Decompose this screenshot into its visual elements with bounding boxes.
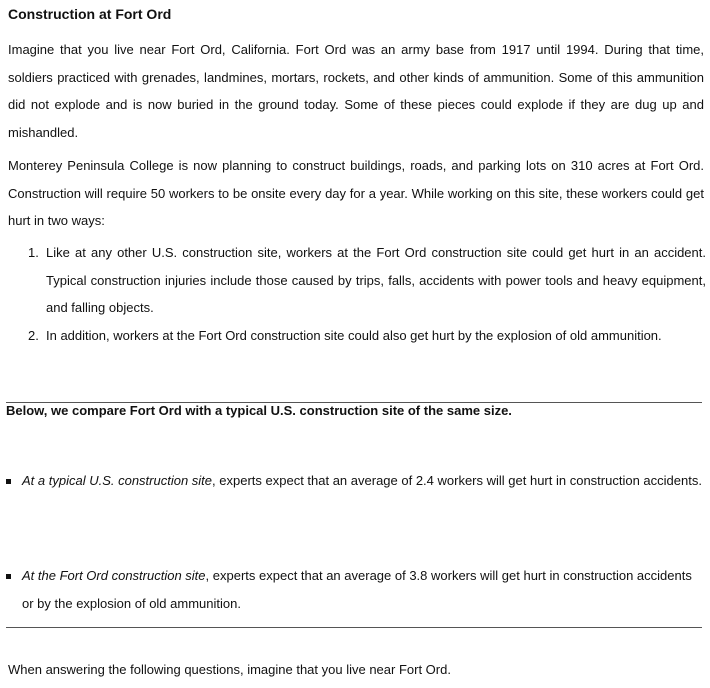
bullet-rest: , experts expect that an average of 2.4 workers will get hurt in construction accidents.	[212, 473, 702, 488]
typical-site-bullet	[22, 467, 706, 495]
fort-ord-bullet	[22, 562, 706, 617]
bullet-lead: At the Fort Ord construction site	[22, 568, 206, 583]
square-bullet-icon	[6, 574, 11, 579]
list-item-number: 1.	[28, 245, 39, 260]
injury-ways-list	[0, 239, 706, 349]
construction-paragraph: Monterey Peninsula College is now planning to construct buildings, roads, and parking lots on 310 acres at Fort Ord. Construction will require 50 workers to be onsite every day for a year. While working on this site, these workers could get hurt in two ways:	[8, 158, 704, 228]
footer-instruction: When answering the following questions, imagine that you live near Fort Ord.	[8, 662, 451, 677]
bullet-rest: , experts expect that an average of 3.8 workers will get hurt in construction accidents or by the explosion of old ammunition.	[22, 568, 692, 611]
square-bullet-icon	[6, 479, 11, 484]
list-item-text: Like at any other U.S. construction site, workers at the Fort Ord construction site could get hurt in an accident. Typical construction injuries include those caused by trips, falls, accidents with power tools and heavy equipment, and falling objects.	[46, 245, 706, 315]
document-title: Construction at Fort Ord	[8, 6, 172, 22]
list-item-text: In addition, workers at the Fort Ord construction site could also get hurt by the explosion of old ammunition.	[46, 327, 662, 343]
list-item	[0, 239, 706, 322]
comparison-heading: Below, we compare Fort Ord with a typical U.S. construction site of the same size.	[6, 403, 512, 418]
intro-paragraph: Imagine that you live near Fort Ord, California. Fort Ord was an army base from 1917 until 1994. During that time, soldiers practiced with grenades, landmines, mortars, rockets, and other kinds of ammunition. Some of this ammunition did not explode and is now buried in the ground today. Some of these pieces could explode if they are dug up and mishandled.	[8, 42, 704, 140]
divider-bottom	[6, 627, 702, 628]
list-item-number: 2.	[28, 327, 39, 343]
list-item	[0, 322, 706, 350]
bullet-lead: At a typical U.S. construction site	[22, 473, 213, 488]
